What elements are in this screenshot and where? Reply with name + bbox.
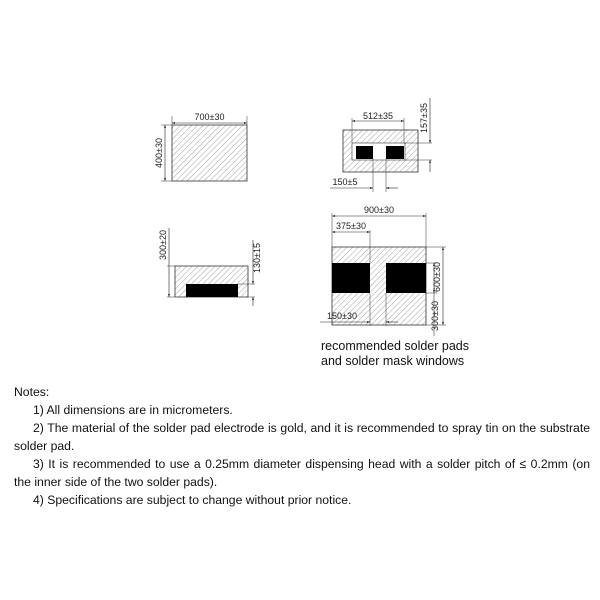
chip-body-top bbox=[172, 125, 247, 181]
solder-pad-right bbox=[386, 263, 426, 293]
pad-view-drawing bbox=[330, 98, 432, 192]
dim-label-300-20: 300±20 bbox=[158, 230, 168, 260]
note-item-3: 3) It is recommended to use a 0.25mm diameter dispensing head with a solder pitch of ≤ 0.2mm (on the inner side of the two solder pads). bbox=[14, 457, 590, 489]
dim-label-157: 157±35 bbox=[419, 103, 429, 133]
top-view-drawing bbox=[154, 112, 247, 181]
pad-layout-caption bbox=[321, 339, 469, 369]
dim-label-150-30: 150±30 bbox=[327, 311, 357, 321]
solder-pad-left bbox=[332, 263, 370, 293]
electrode-pad-left bbox=[356, 146, 373, 159]
electrode-pad-right bbox=[386, 146, 404, 159]
dim-label-600: 600±30 bbox=[432, 262, 442, 292]
dim-label-130: 130±15 bbox=[252, 243, 262, 273]
dim-label-300-30: 300±30 bbox=[430, 301, 440, 331]
dim-label-900: 900±30 bbox=[364, 205, 394, 215]
note-item-1: 1) All dimensions are in micrometers. bbox=[33, 403, 233, 417]
electrode-side bbox=[186, 284, 238, 297]
caption-line-1: recommended solder pads bbox=[321, 339, 469, 353]
notes-section bbox=[14, 383, 590, 509]
dim-label-700: 700±30 bbox=[194, 112, 225, 122]
caption-line-2: and solder mask windows bbox=[321, 354, 465, 368]
dim-label-150-5: 150±5 bbox=[332, 177, 358, 187]
note-item-2: 2) The material of the solder pad electrode is gold, and it is recommended to spray tin on the substrate solder pad. bbox=[14, 421, 590, 453]
dim-label-512: 512±35 bbox=[363, 111, 393, 121]
dim-label-400: 400±30 bbox=[154, 138, 164, 168]
recommended-pad-layout bbox=[320, 205, 446, 336]
dim-label-375: 375±30 bbox=[336, 221, 366, 231]
note-item-4: 4) Specifications are subject to change without prior notice. bbox=[33, 493, 352, 507]
notes-title: Notes: bbox=[14, 385, 50, 399]
side-view-drawing bbox=[158, 228, 262, 306]
